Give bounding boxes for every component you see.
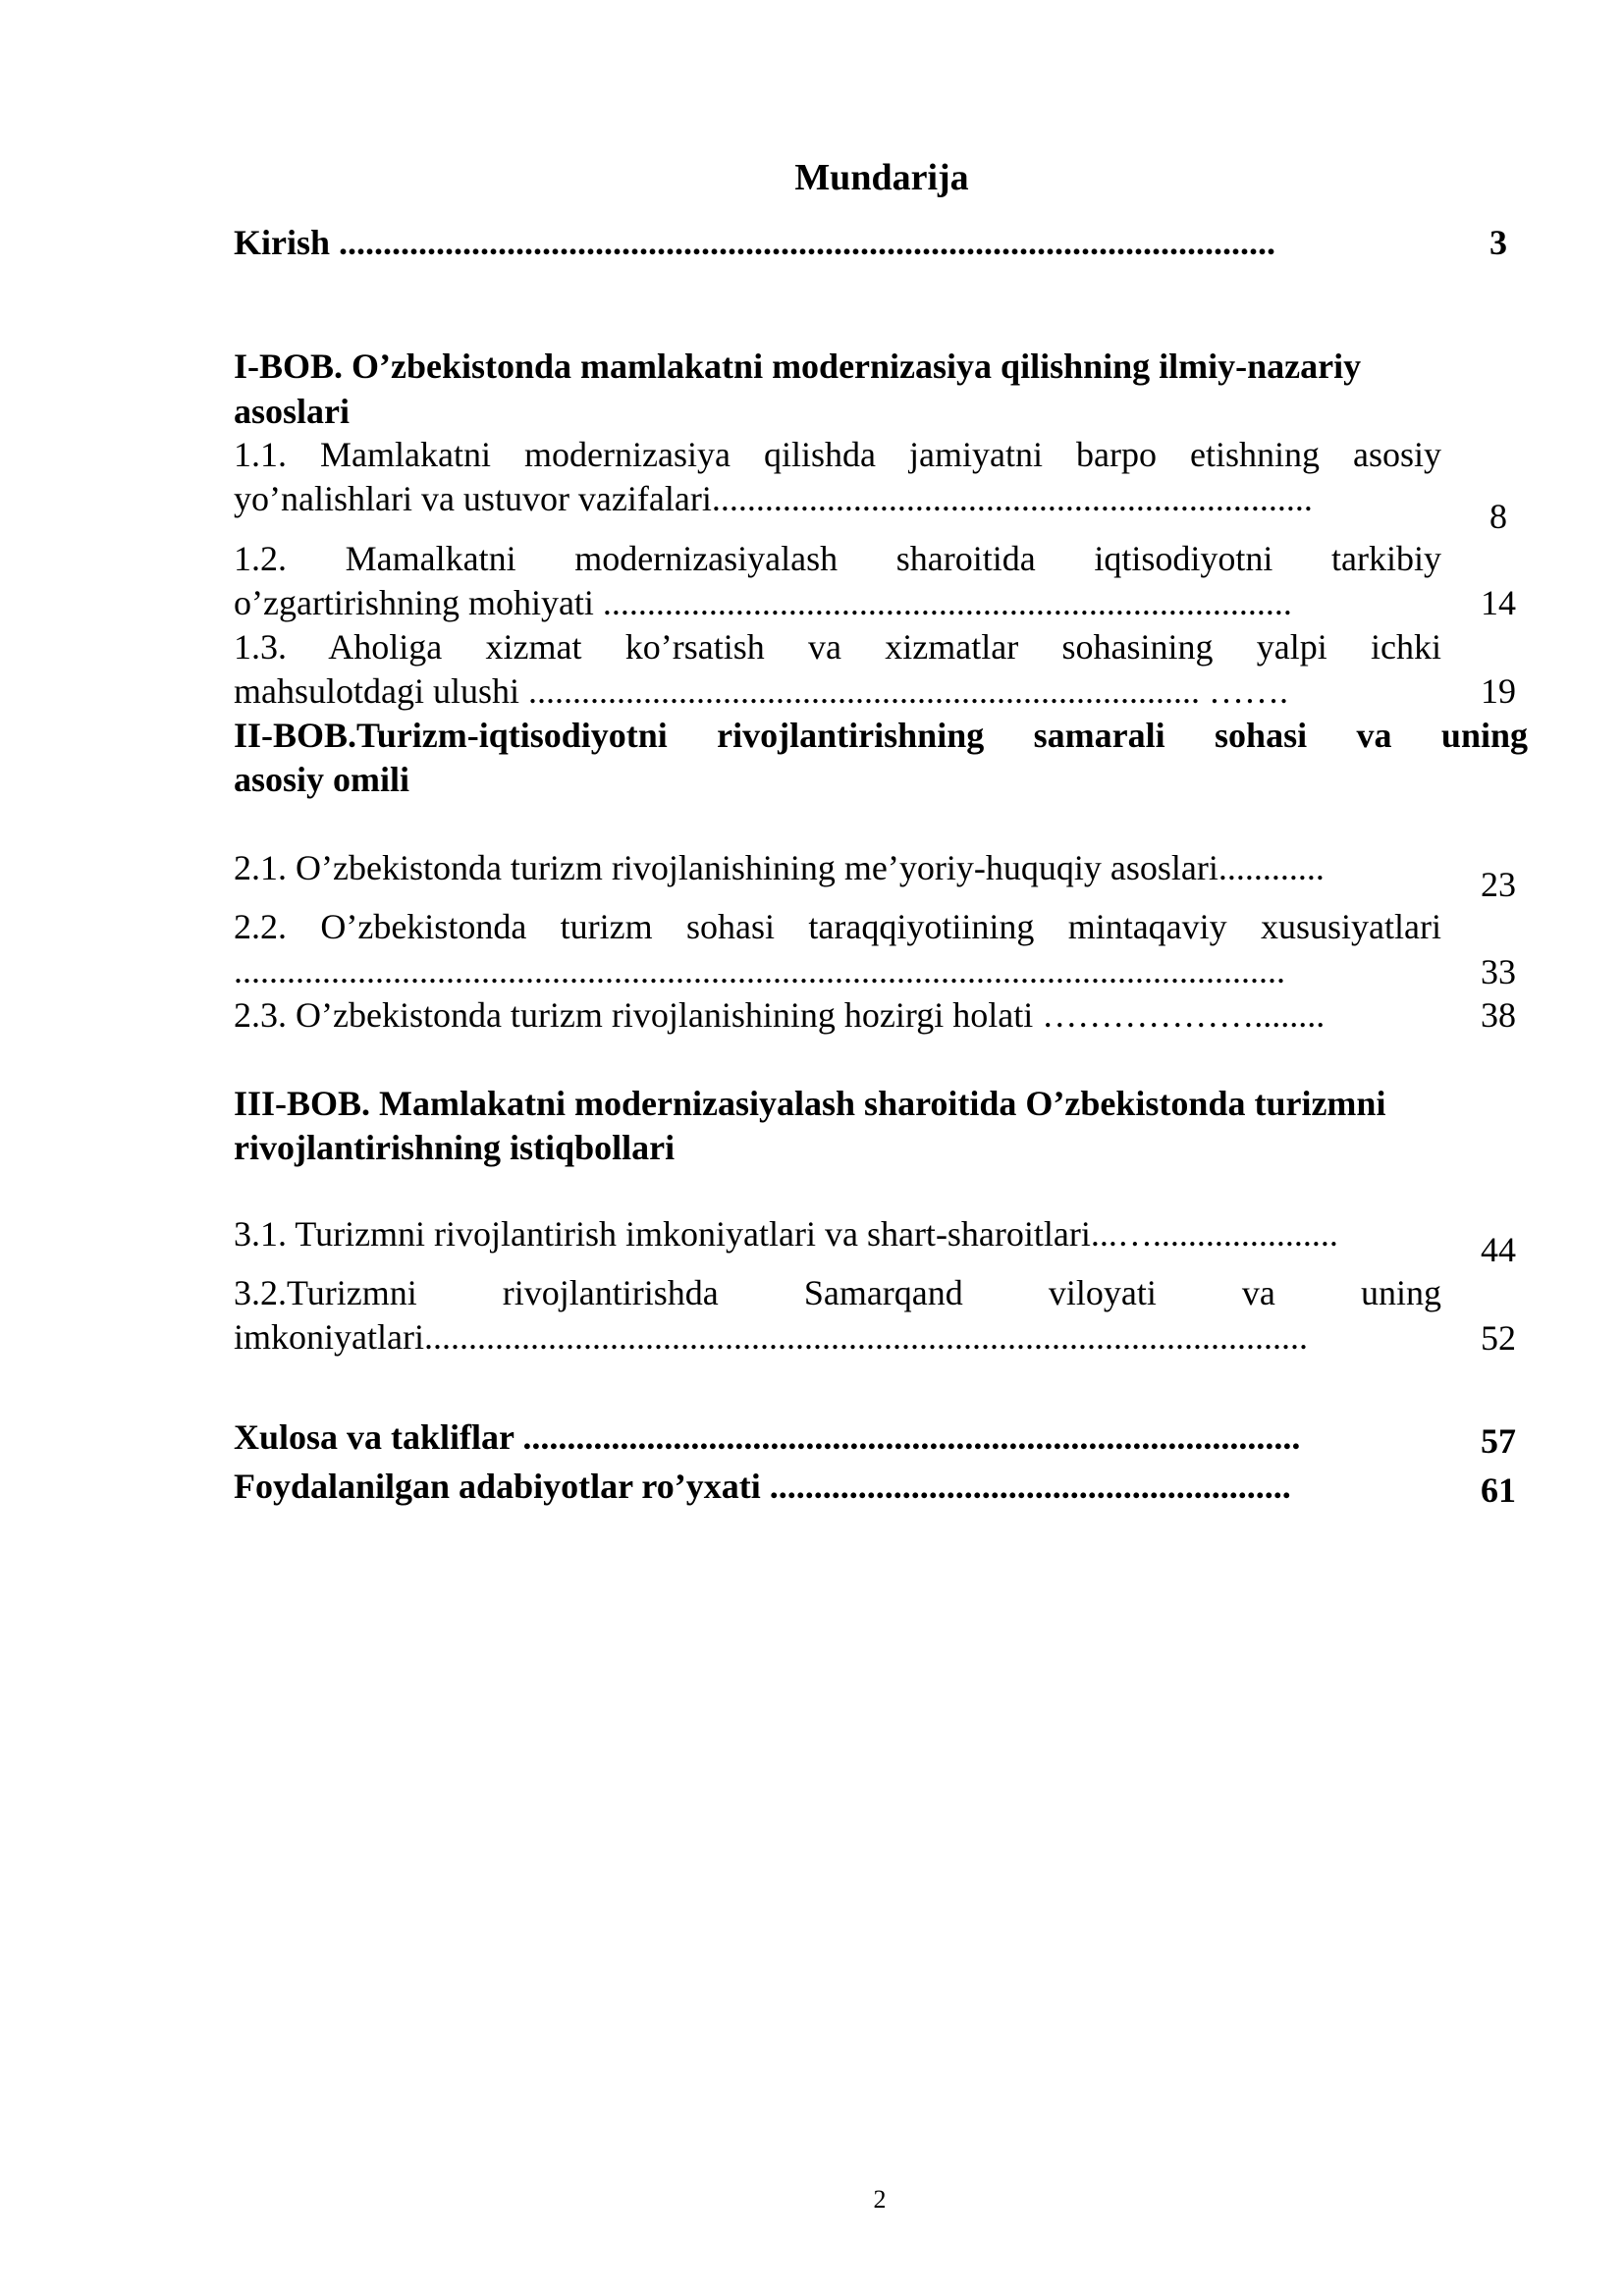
toc-entry-xulosa: Xulosa va takliflar ........................................................................................ bbox=[234, 1417, 1301, 1457]
toc-entry-2-3: 2.3. O’zbekistonda turizm rivojlanishining hozirgi holati ………………........ bbox=[234, 995, 1326, 1035]
toc-page-xulosa: 57 bbox=[1481, 1421, 1516, 1461]
chapter-1-heading: I-BOB. O’zbekistonda mamlakatni modernizasiya qilishning ilmiy-nazariy bbox=[234, 347, 1362, 386]
toc-entry-1-3: 1.3. Aholiga xizmat ko’rsatish va xizmatlar sohasining yalpi ichki bbox=[234, 627, 1441, 667]
page-title: Mundarija bbox=[794, 157, 969, 198]
toc-entry-1-2: 1.2. Mamalkatni modernizasiyalash sharoitida iqtisodiyotni tarkibiy bbox=[234, 539, 1441, 578]
chapter-2-heading: II-BOB.Turizm-iqtisodiyotni rivojlantirishning samarali sohasi va uning bbox=[234, 716, 1528, 755]
toc-entry-1-3-cont: mahsulotdagi ulushi ............................................................................ ……. bbox=[234, 671, 1288, 711]
toc-entry-3-2: 3.2.Turizmni rivojlantirishda Samarqand viloyati va uning bbox=[234, 1273, 1441, 1312]
chapter-3-heading-cont: rivojlantirishning istiqbollari bbox=[234, 1128, 676, 1167]
toc-entry-kirish: Kirish .......................................................................................................... bbox=[234, 223, 1276, 262]
toc-page-2-3: 38 bbox=[1481, 995, 1516, 1035]
toc-page-adabiyotlar: 61 bbox=[1481, 1470, 1516, 1510]
toc-page-1-1: 8 bbox=[1489, 497, 1507, 536]
toc-entry-2-2: 2.2. O’zbekistonda turizm sohasi taraqqiyotiining mintaqaviy xususiyatlari bbox=[234, 907, 1441, 946]
toc-page-kirish: 3 bbox=[1489, 223, 1507, 262]
toc-page-2-2: 33 bbox=[1481, 952, 1516, 991]
chapter-1-heading-cont: asoslari bbox=[234, 392, 351, 431]
toc-entry-2-2-cont: ....................................................................................................................... bbox=[234, 951, 1285, 990]
toc-entry-1-1: 1.1. Mamlakatni modernizasiya qilishda jamiyatni barpo etishning asosiy bbox=[234, 435, 1441, 474]
toc-page-2-1: 23 bbox=[1481, 865, 1516, 904]
toc-entry-2-1: 2.1. O’zbekistonda turizm rivojlanishining me’yoriy-huquqiy asoslari............ bbox=[234, 848, 1325, 887]
page-number: 2 bbox=[873, 2185, 887, 2214]
chapter-2-heading-cont: asosiy omili bbox=[234, 760, 410, 799]
toc-entry-3-1: 3.1. Turizmni rivojlantirish imkoniyatlari va shart-sharoitlari...…..................... bbox=[234, 1214, 1338, 1254]
toc-entry-3-2-cont: imkoniyatlari.................................................................................................... bbox=[234, 1317, 1308, 1357]
toc-entry-1-2-cont: o’zgartirishning mohiyati .............................................................................. bbox=[234, 583, 1292, 622]
toc-page-3-2: 52 bbox=[1481, 1318, 1516, 1358]
toc-page-1-2: 14 bbox=[1481, 583, 1516, 622]
chapter-3-heading: III-BOB. Mamlakatni modernizasiyalash sharoitida O’zbekistonda turizmni bbox=[234, 1084, 1386, 1123]
toc-page-3-1: 44 bbox=[1481, 1230, 1516, 1269]
toc-entry-adabiyotlar: Foydalanilgan adabiyotlar ro’yxati ........................................................... bbox=[234, 1467, 1291, 1506]
toc-page-1-3: 19 bbox=[1481, 671, 1516, 711]
toc-entry-1-1-cont: yo’nalishlari va ustuvor vazifalari.................................................................... bbox=[234, 479, 1313, 518]
